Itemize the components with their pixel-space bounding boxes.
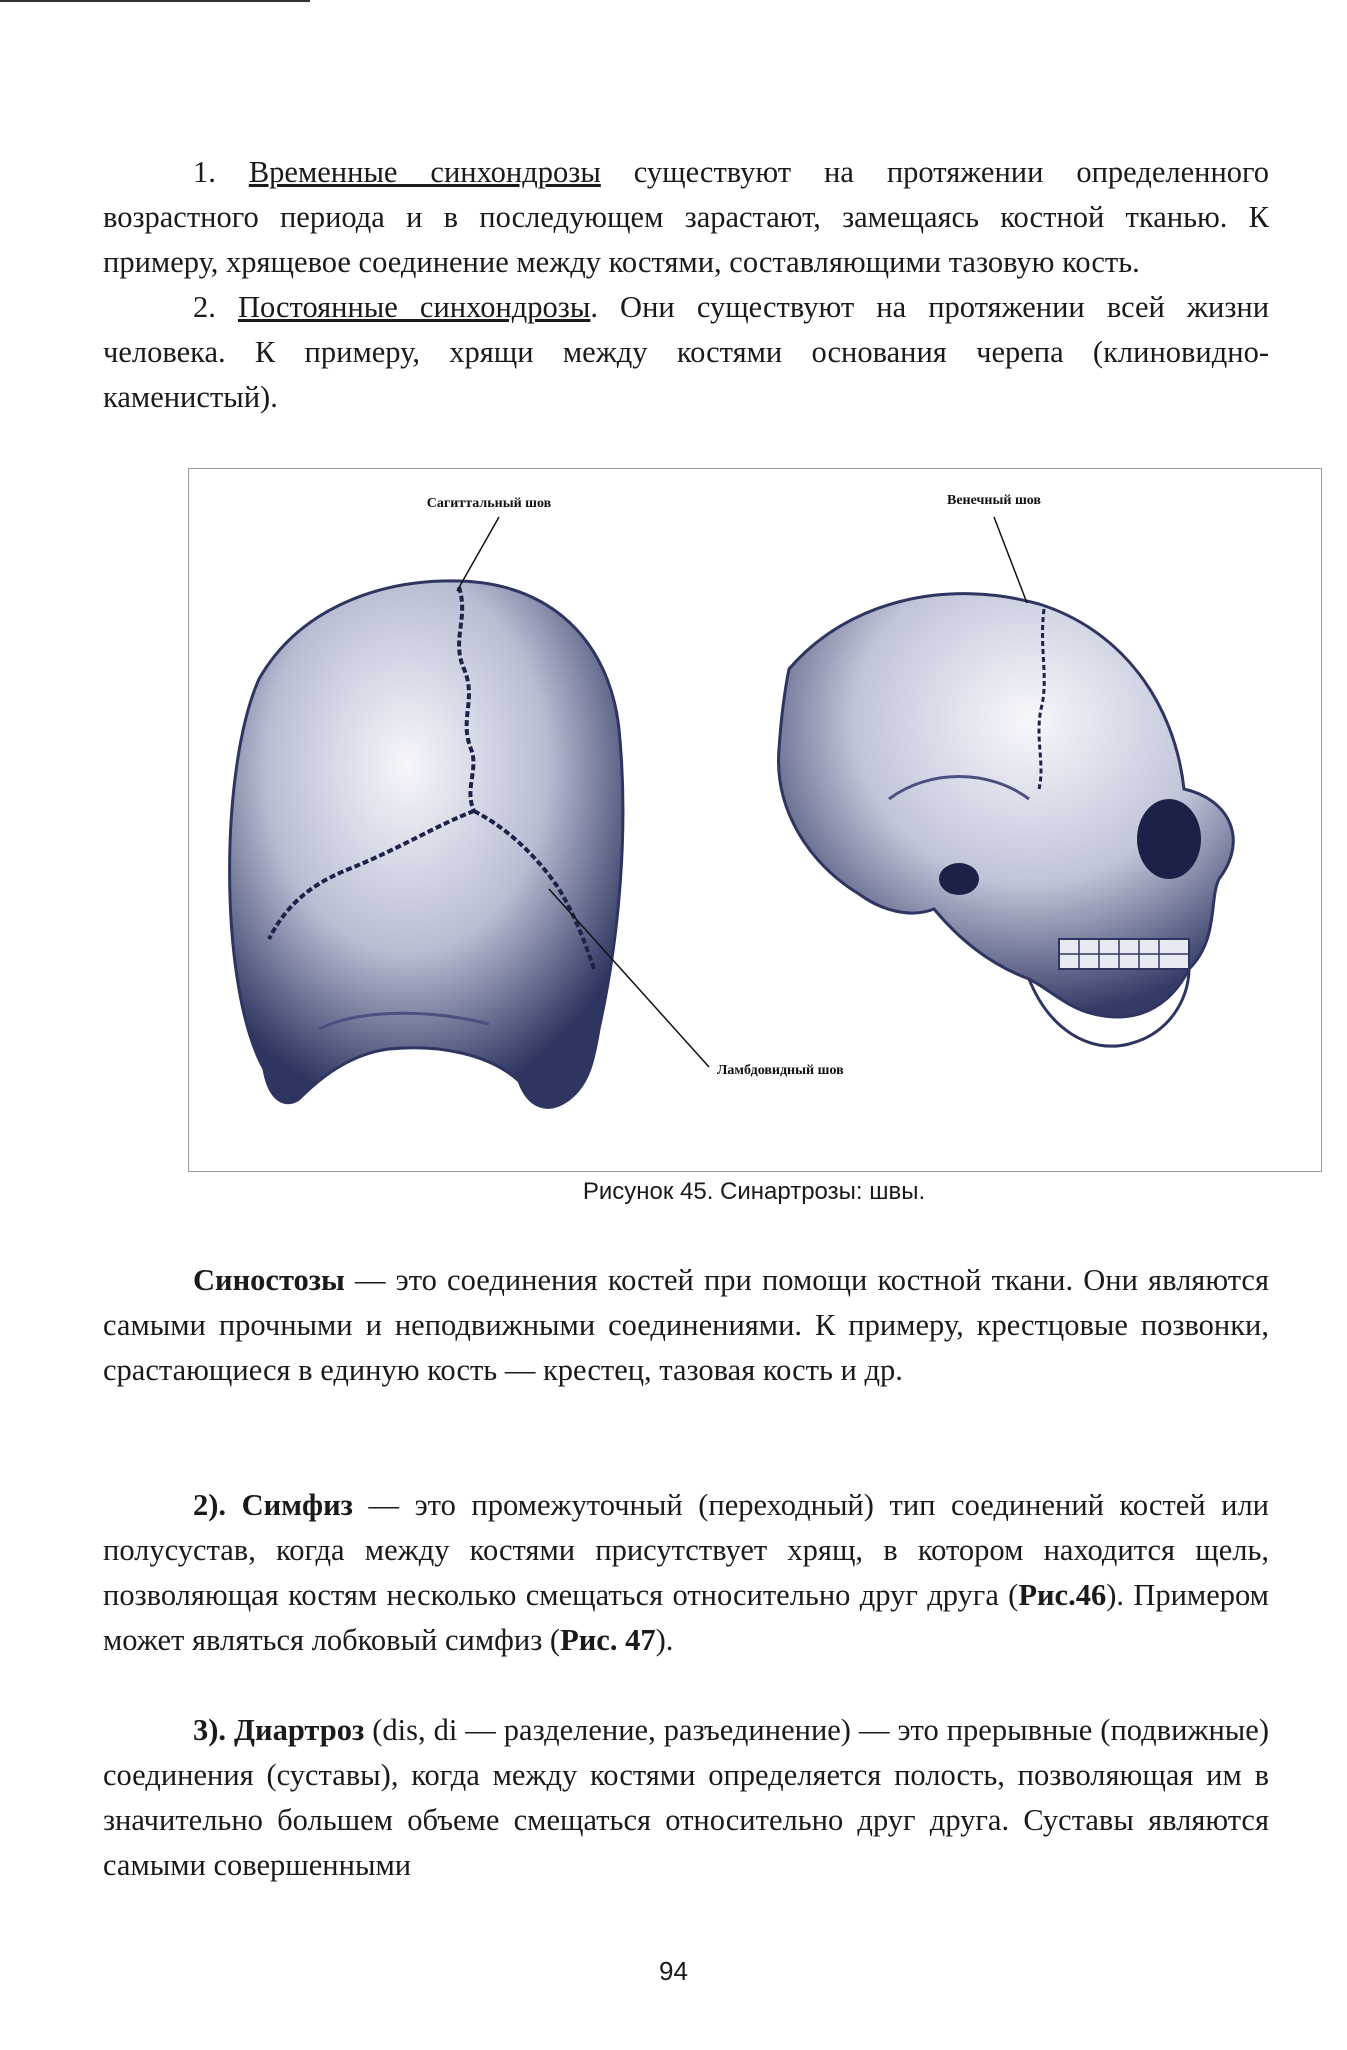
orbit xyxy=(1137,799,1201,879)
top-rule xyxy=(0,0,310,2)
figure-caption: Рисунок 45. Синартрозы: швы. xyxy=(582,1178,926,1205)
term-synostoses: Синостозы xyxy=(193,1263,345,1297)
skull-lateral-view xyxy=(779,594,1234,1046)
paragraph-diarthrosis xyxy=(103,1708,1269,1888)
ear-canal xyxy=(939,863,979,895)
label-coronal-suture: Венечный шов xyxy=(947,493,1041,508)
term-permanent-synchondroses: Постоянные синхондрозы xyxy=(237,290,591,324)
paragraph-text: (dis, di — разделение, разъединение) — это прерывные (подвижные) соединения (суставы), когда между костями определяется полость, позволяющая им в значительно большем объеме смещаться относительно друг друга. Суставы являются самыми совершенными xyxy=(103,1713,1269,1882)
term-diarthrosis: 3). Диартроз xyxy=(193,1713,365,1747)
paragraph-temporary-synchondroses xyxy=(103,150,1269,285)
paragraph-permanent-synchondroses xyxy=(103,285,1269,420)
figure-ref-47: Рис. 47 xyxy=(560,1623,656,1657)
paragraph-text: — это соединения костей при помощи костной ткани. Они являются самыми прочными и неподвижными соединениями. К примеру, крестцовые позвонки, срастающиеся в единую кость — крестец, тазовая кость и др. xyxy=(103,1263,1269,1387)
term-symphysis: 2). Симфиз xyxy=(193,1488,353,1522)
paragraph-synostoses xyxy=(103,1258,1269,1393)
paragraph-symphysis xyxy=(103,1483,1269,1663)
label-lambdoid-suture: Ламбдовидный шов xyxy=(717,1063,844,1078)
figure-ref-46: Рис.46 xyxy=(1018,1578,1107,1612)
skull-illustration xyxy=(189,469,1321,1171)
leader-coronal xyxy=(994,517,1027,603)
paragraph-text: . Они существуют на протяжении всей жизни человека. К примеру, хрящи между костями основания черепа (клиновидно-каменистый). xyxy=(103,290,1270,414)
list-number: 1. xyxy=(193,155,216,189)
paragraph-text: — это промежуточный (переходный) тип соединений костей или полусустав, когда между костями присутствует хрящ, в котором находится щель, позволяющая костям несколько смещаться относительно друг друга ( xyxy=(103,1488,1270,1612)
paragraph-text: ). Примером может являться лобковый симфиз ( xyxy=(103,1578,1269,1657)
skull-posterior-view xyxy=(230,581,623,1107)
paragraph-text: ). xyxy=(655,1623,674,1657)
page-number: 94 xyxy=(659,1956,688,1986)
list-number: 2. xyxy=(193,290,216,324)
leader-sagittal xyxy=(457,517,499,591)
label-sagittal-suture: Сагиттальный шов xyxy=(426,496,552,511)
term-temporary-synchondroses: Временные синхондрозы xyxy=(248,155,601,189)
paragraph-text: существуют на протяжении определенного возрастного периода и в последующем зарастают, замещаясь костной тканью. К примеру, хрящевое соединение между костями, составляющими тазовую кость. xyxy=(103,155,1270,279)
figure-skull-sutures xyxy=(188,468,1322,1172)
